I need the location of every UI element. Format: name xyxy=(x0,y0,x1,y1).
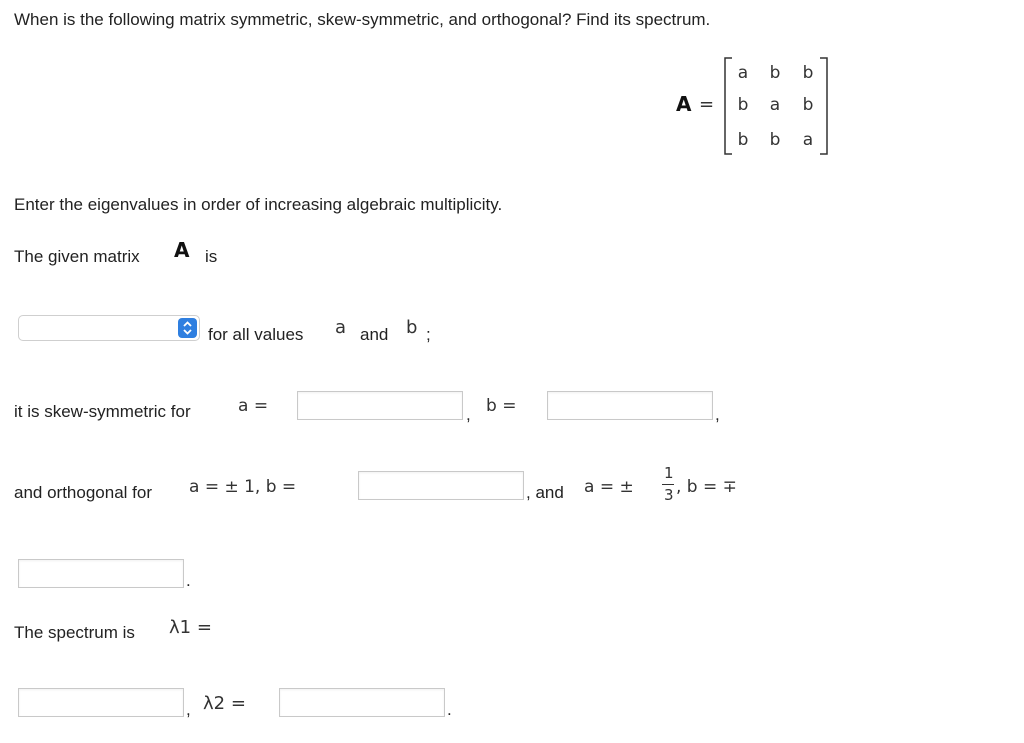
select-text-and: and xyxy=(360,325,389,344)
fraction-denominator: 3 xyxy=(664,486,674,504)
spectrum-text: The spectrum is xyxy=(14,623,135,642)
fraction-numerator: 1 xyxy=(664,464,674,482)
matrix-type-select[interactable] xyxy=(18,315,200,341)
orth-part1: a = ± 1, b = xyxy=(189,477,297,497)
matrix-cell: a xyxy=(737,63,749,83)
orth-b-input-2[interactable] xyxy=(18,559,184,588)
matrix-cell: a xyxy=(769,95,781,115)
skew-b-eq: b = xyxy=(486,396,517,416)
lambda2-label: λ2 = xyxy=(203,693,246,714)
given-matrix-symbol: A xyxy=(174,238,190,262)
select-semicolon: ; xyxy=(426,325,431,344)
skew-comma-1: , xyxy=(466,405,471,424)
matrix-cell: b xyxy=(737,95,749,115)
select-var-a: a xyxy=(335,317,347,338)
orth-part2-lhs: a = ± xyxy=(584,477,634,497)
skew-a-input[interactable] xyxy=(297,391,463,420)
orth-comma-and: , and xyxy=(526,483,564,502)
select-text-for-all: for all values xyxy=(208,325,304,344)
matrix-cell: b xyxy=(769,130,781,150)
select-arrows-icon[interactable] xyxy=(178,318,197,338)
select-var-b: b xyxy=(406,317,418,338)
matrix-label: A xyxy=(676,92,692,116)
lambda1-input[interactable] xyxy=(18,688,184,717)
orth-period: . xyxy=(186,571,191,590)
lambda1-label: λ1 = xyxy=(169,617,212,638)
fraction-bar xyxy=(662,484,674,485)
matrix-cell: a xyxy=(802,130,814,150)
matrix-equals: = xyxy=(699,94,715,115)
matrix-cell: b xyxy=(802,63,814,83)
matrix-cell: b xyxy=(802,95,814,115)
orth-text: and orthogonal for xyxy=(14,483,152,502)
matrix-cell: b xyxy=(769,63,781,83)
given-matrix-suffix: is xyxy=(205,247,218,266)
spectrum-period: . xyxy=(447,700,452,719)
skew-text: it is skew-symmetric for xyxy=(14,402,191,421)
skew-b-input[interactable] xyxy=(547,391,713,420)
right-bracket xyxy=(820,58,827,154)
orth-b-input-1[interactable] xyxy=(358,471,524,500)
matrix-cell: b xyxy=(737,130,749,150)
given-matrix-prefix: The given matrix xyxy=(14,247,140,266)
skew-comma-2: , xyxy=(715,405,720,424)
instruction-text: Enter the eigenvalues in order of increasing algebraic multiplicity. xyxy=(14,195,503,214)
skew-a-eq: a = xyxy=(238,396,269,416)
spectrum-comma: , xyxy=(186,700,191,719)
question-prompt: When is the following matrix symmetric, skew-symmetric, and orthogonal? Find its spectrum. xyxy=(14,10,711,29)
orth-part2-rhs: , b = ∓ xyxy=(676,477,737,497)
lambda2-input[interactable] xyxy=(279,688,445,717)
